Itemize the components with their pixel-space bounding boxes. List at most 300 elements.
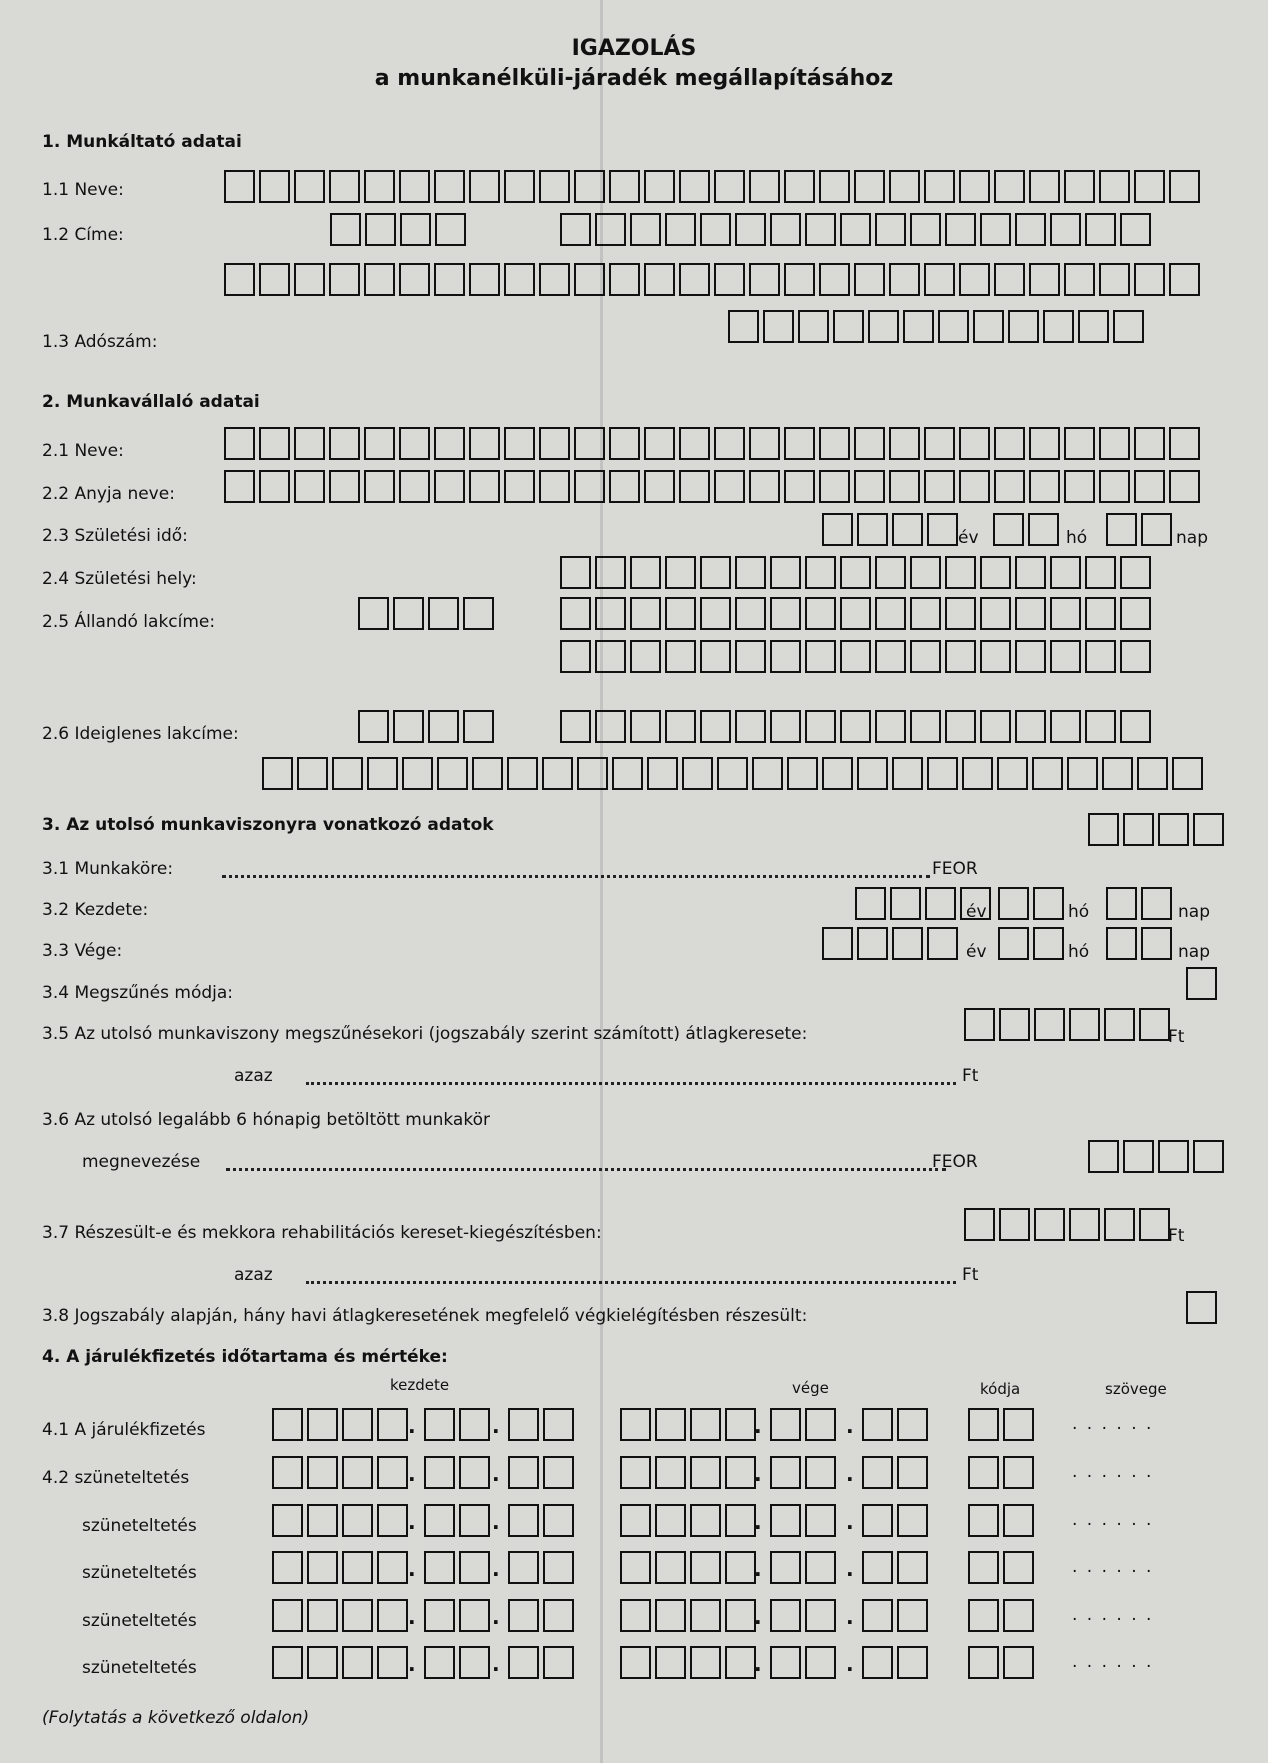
- entry-box[interactable]: [1123, 1140, 1154, 1173]
- entry-box[interactable]: [377, 1599, 408, 1632]
- entry-box[interactable]: [367, 757, 398, 790]
- entry-box[interactable]: [994, 427, 1025, 460]
- entry-box[interactable]: [560, 710, 591, 743]
- contrib-row-2-segment-4[interactable]: [620, 1456, 760, 1488]
- entry-box[interactable]: [469, 470, 500, 503]
- entry-box[interactable]: [714, 263, 745, 296]
- contrib-row-6-segment-4[interactable]: [620, 1646, 760, 1678]
- entry-box[interactable]: [892, 927, 923, 960]
- birth-day-boxes[interactable]: [1106, 513, 1176, 545]
- start-year-boxes[interactable]: [855, 887, 995, 919]
- entry-box[interactable]: [690, 1646, 721, 1679]
- entry-box[interactable]: [1169, 470, 1200, 503]
- entry-box[interactable]: [819, 263, 850, 296]
- entry-box[interactable]: [400, 213, 431, 246]
- entry-box[interactable]: [424, 1456, 455, 1489]
- contrib-row-3-segment-3[interactable]: [508, 1504, 578, 1536]
- entry-box[interactable]: [342, 1504, 373, 1537]
- entry-box[interactable]: [560, 597, 591, 630]
- entry-box[interactable]: [665, 213, 696, 246]
- entry-box[interactable]: [805, 640, 836, 673]
- entry-box[interactable]: [945, 556, 976, 589]
- entry-box[interactable]: [980, 213, 1011, 246]
- entry-box[interactable]: [272, 1599, 303, 1632]
- entry-box[interactable]: [770, 1646, 801, 1679]
- entry-box[interactable]: [749, 427, 780, 460]
- entry-box[interactable]: [1169, 427, 1200, 460]
- entry-box[interactable]: [805, 1408, 836, 1441]
- entry-box[interactable]: [434, 170, 465, 203]
- entry-box[interactable]: [749, 470, 780, 503]
- contrib-row-4-segment-6[interactable]: [862, 1551, 932, 1583]
- entry-box[interactable]: [1028, 513, 1059, 546]
- entry-box[interactable]: [700, 597, 731, 630]
- contrib-row-1-text-dots[interactable]: . . . . . .: [1072, 1414, 1154, 1434]
- entry-box[interactable]: [968, 1599, 999, 1632]
- entry-box[interactable]: [272, 1551, 303, 1584]
- entry-box[interactable]: [1139, 1208, 1170, 1241]
- entry-box[interactable]: [424, 1599, 455, 1632]
- entry-box[interactable]: [365, 213, 396, 246]
- avg-earnings-boxes[interactable]: [964, 1008, 1174, 1040]
- temporary-line2-boxes[interactable]: [262, 757, 1207, 789]
- entry-box[interactable]: [875, 213, 906, 246]
- entry-box[interactable]: [679, 427, 710, 460]
- entry-box[interactable]: [980, 597, 1011, 630]
- entry-box[interactable]: [690, 1599, 721, 1632]
- entry-box[interactable]: [854, 170, 885, 203]
- entry-box[interactable]: [875, 556, 906, 589]
- entry-box[interactable]: [1029, 470, 1060, 503]
- entry-box[interactable]: [1069, 1208, 1100, 1241]
- entry-box[interactable]: [714, 170, 745, 203]
- entry-box[interactable]: [833, 310, 864, 343]
- entry-box[interactable]: [620, 1456, 651, 1489]
- entry-box[interactable]: [1015, 640, 1046, 673]
- contrib-row-2-segment-6[interactable]: [862, 1456, 932, 1488]
- entry-box[interactable]: [1113, 310, 1144, 343]
- entry-box[interactable]: [998, 927, 1029, 960]
- entry-box[interactable]: [459, 1646, 490, 1679]
- contrib-row-3-text-dots[interactable]: . . . . . .: [1072, 1510, 1154, 1530]
- entry-box[interactable]: [224, 427, 255, 460]
- entry-box[interactable]: [1003, 1456, 1034, 1489]
- entry-box[interactable]: [399, 263, 430, 296]
- entry-box[interactable]: [504, 170, 535, 203]
- entry-box[interactable]: [508, 1504, 539, 1537]
- entry-box[interactable]: [910, 213, 941, 246]
- entry-box[interactable]: [1120, 597, 1151, 630]
- entry-box[interactable]: [574, 263, 605, 296]
- entry-box[interactable]: [819, 470, 850, 503]
- entry-box[interactable]: [980, 710, 1011, 743]
- entry-box[interactable]: [968, 1408, 999, 1441]
- entry-box[interactable]: [358, 597, 389, 630]
- entry-box[interactable]: [968, 1646, 999, 1679]
- entry-box[interactable]: [472, 757, 503, 790]
- entry-box[interactable]: [560, 213, 591, 246]
- entry-box[interactable]: [574, 470, 605, 503]
- permanent-line1-boxes[interactable]: [560, 597, 1155, 629]
- entry-box[interactable]: [655, 1504, 686, 1537]
- contrib-row-1-segment-2[interactable]: [424, 1408, 494, 1440]
- permanent-zip-boxes[interactable]: [358, 597, 498, 629]
- contrib-row-4-segment-7[interactable]: [968, 1551, 1038, 1583]
- entry-box[interactable]: [665, 640, 696, 673]
- contrib-row-5-segment-6[interactable]: [862, 1599, 932, 1631]
- entry-box[interactable]: [784, 427, 815, 460]
- entry-box[interactable]: [1137, 757, 1168, 790]
- employee-name-boxes[interactable]: [224, 427, 1204, 459]
- entry-box[interactable]: [959, 427, 990, 460]
- entry-box[interactable]: [377, 1456, 408, 1489]
- entry-box[interactable]: [725, 1646, 756, 1679]
- entry-box[interactable]: [1003, 1551, 1034, 1584]
- entry-box[interactable]: [399, 427, 430, 460]
- entry-box[interactable]: [1099, 263, 1130, 296]
- job-dotted-line[interactable]: [222, 875, 930, 878]
- entry-box[interactable]: [1141, 927, 1172, 960]
- entry-box[interactable]: [889, 263, 920, 296]
- entry-box[interactable]: [679, 263, 710, 296]
- entry-box[interactable]: [805, 1599, 836, 1632]
- entry-box[interactable]: [770, 1551, 801, 1584]
- contrib-row-5-segment-3[interactable]: [508, 1599, 578, 1631]
- entry-box[interactable]: [1034, 1208, 1065, 1241]
- entry-box[interactable]: [644, 263, 675, 296]
- entry-box[interactable]: [1088, 1140, 1119, 1173]
- entry-box[interactable]: [272, 1408, 303, 1441]
- entry-box[interactable]: [307, 1456, 338, 1489]
- entry-box[interactable]: [644, 427, 675, 460]
- entry-box[interactable]: [543, 1646, 574, 1679]
- entry-box[interactable]: [434, 470, 465, 503]
- entry-box[interactable]: [968, 1456, 999, 1489]
- entry-box[interactable]: [1120, 710, 1151, 743]
- entry-box[interactable]: [508, 1551, 539, 1584]
- entry-box[interactable]: [903, 310, 934, 343]
- entry-box[interactable]: [805, 1504, 836, 1537]
- entry-box[interactable]: [424, 1408, 455, 1441]
- entry-box[interactable]: [994, 170, 1025, 203]
- entry-box[interactable]: [1106, 887, 1137, 920]
- entry-box[interactable]: [1015, 213, 1046, 246]
- entry-box[interactable]: [294, 170, 325, 203]
- contrib-row-1-segment-1[interactable]: [272, 1408, 412, 1440]
- entry-box[interactable]: [752, 757, 783, 790]
- entry-box[interactable]: [875, 710, 906, 743]
- contrib-row-2-segment-3[interactable]: [508, 1456, 578, 1488]
- entry-box[interactable]: [1015, 710, 1046, 743]
- entry-box[interactable]: [259, 263, 290, 296]
- contrib-row-5-segment-2[interactable]: [424, 1599, 494, 1631]
- entry-box[interactable]: [857, 513, 888, 546]
- entry-box[interactable]: [798, 310, 829, 343]
- entry-box[interactable]: [655, 1551, 686, 1584]
- entry-box[interactable]: [735, 556, 766, 589]
- entry-box[interactable]: [1106, 927, 1137, 960]
- entry-box[interactable]: [840, 597, 871, 630]
- entry-box[interactable]: [959, 263, 990, 296]
- entry-box[interactable]: [1064, 170, 1095, 203]
- entry-box[interactable]: [342, 1551, 373, 1584]
- entry-box[interactable]: [620, 1646, 651, 1679]
- entry-box[interactable]: [435, 213, 466, 246]
- entry-box[interactable]: [735, 597, 766, 630]
- entry-box[interactable]: [577, 757, 608, 790]
- entry-box[interactable]: [459, 1504, 490, 1537]
- entry-box[interactable]: [714, 427, 745, 460]
- entry-box[interactable]: [655, 1599, 686, 1632]
- entry-box[interactable]: [945, 213, 976, 246]
- entry-box[interactable]: [595, 640, 626, 673]
- entry-box[interactable]: [889, 470, 920, 503]
- entry-box[interactable]: [763, 310, 794, 343]
- entry-box[interactable]: [399, 470, 430, 503]
- contrib-row-2-text-dots[interactable]: . . . . . .: [1072, 1462, 1154, 1482]
- entry-box[interactable]: [892, 757, 923, 790]
- avg-words-dotted-line[interactable]: [306, 1082, 956, 1085]
- entry-box[interactable]: [1134, 470, 1165, 503]
- entry-box[interactable]: [910, 640, 941, 673]
- entry-box[interactable]: [469, 263, 500, 296]
- entry-box[interactable]: [1088, 813, 1119, 846]
- entry-box[interactable]: [434, 263, 465, 296]
- entry-box[interactable]: [925, 887, 956, 920]
- entry-box[interactable]: [543, 1456, 574, 1489]
- entry-box[interactable]: [364, 170, 395, 203]
- entry-box[interactable]: [840, 213, 871, 246]
- entry-box[interactable]: [508, 1408, 539, 1441]
- entry-box[interactable]: [784, 263, 815, 296]
- entry-box[interactable]: [960, 887, 991, 920]
- entry-box[interactable]: [329, 427, 360, 460]
- entry-box[interactable]: [1102, 757, 1133, 790]
- entry-box[interactable]: [543, 1504, 574, 1537]
- entry-box[interactable]: [770, 710, 801, 743]
- contrib-row-4-segment-2[interactable]: [424, 1551, 494, 1583]
- entry-box[interactable]: [1078, 310, 1109, 343]
- entry-box[interactable]: [924, 263, 955, 296]
- entry-box[interactable]: [735, 213, 766, 246]
- entry-box[interactable]: [402, 757, 433, 790]
- entry-box[interactable]: [1050, 710, 1081, 743]
- entry-box[interactable]: [342, 1408, 373, 1441]
- entry-box[interactable]: [224, 263, 255, 296]
- entry-box[interactable]: [655, 1646, 686, 1679]
- entry-box[interactable]: [307, 1504, 338, 1537]
- entry-box[interactable]: [897, 1504, 928, 1537]
- entry-box[interactable]: [910, 597, 941, 630]
- entry-box[interactable]: [543, 1408, 574, 1441]
- entry-box[interactable]: [665, 710, 696, 743]
- entry-box[interactable]: [377, 1408, 408, 1441]
- entry-box[interactable]: [508, 1456, 539, 1489]
- entry-box[interactable]: [857, 927, 888, 960]
- entry-box[interactable]: [770, 556, 801, 589]
- entry-box[interactable]: [329, 263, 360, 296]
- entry-box[interactable]: [854, 470, 885, 503]
- temporary-zip-boxes[interactable]: [358, 710, 498, 742]
- entry-box[interactable]: [770, 640, 801, 673]
- contrib-row-3-segment-1[interactable]: [272, 1504, 412, 1536]
- entry-box[interactable]: [770, 1456, 801, 1489]
- contrib-row-6-text-dots[interactable]: . . . . . .: [1072, 1652, 1154, 1672]
- entry-box[interactable]: [1169, 263, 1200, 296]
- entry-box[interactable]: [1015, 556, 1046, 589]
- entry-box[interactable]: [609, 470, 640, 503]
- entry-box[interactable]: [612, 757, 643, 790]
- entry-box[interactable]: [945, 710, 976, 743]
- entry-box[interactable]: [620, 1408, 651, 1441]
- entry-box[interactable]: [424, 1646, 455, 1679]
- entry-box[interactable]: [469, 427, 500, 460]
- entry-box[interactable]: [728, 310, 759, 343]
- entry-box[interactable]: [968, 1504, 999, 1537]
- entry-box[interactable]: [679, 470, 710, 503]
- entry-box[interactable]: [609, 263, 640, 296]
- contrib-row-1-segment-7[interactable]: [968, 1408, 1038, 1440]
- entry-box[interactable]: [910, 710, 941, 743]
- entry-box[interactable]: [725, 1456, 756, 1489]
- contrib-row-4-segment-5[interactable]: [770, 1551, 840, 1583]
- job6-dotted-line[interactable]: [226, 1168, 946, 1171]
- job-feor-boxes[interactable]: [1088, 813, 1228, 845]
- contrib-row-3-segment-5[interactable]: [770, 1504, 840, 1536]
- entry-box[interactable]: [364, 263, 395, 296]
- entry-box[interactable]: [1050, 213, 1081, 246]
- entry-box[interactable]: [560, 640, 591, 673]
- entry-box[interactable]: [1029, 170, 1060, 203]
- entry-box[interactable]: [459, 1551, 490, 1584]
- entry-box[interactable]: [294, 470, 325, 503]
- entry-box[interactable]: [855, 887, 886, 920]
- entry-box[interactable]: [630, 640, 661, 673]
- entry-box[interactable]: [307, 1599, 338, 1632]
- entry-box[interactable]: [330, 213, 361, 246]
- entry-box[interactable]: [574, 170, 605, 203]
- entry-box[interactable]: [875, 640, 906, 673]
- entry-box[interactable]: [1099, 427, 1130, 460]
- entry-box[interactable]: [428, 710, 459, 743]
- entry-box[interactable]: [735, 640, 766, 673]
- entry-box[interactable]: [1106, 513, 1137, 546]
- entry-box[interactable]: [364, 470, 395, 503]
- entry-box[interactable]: [897, 1408, 928, 1441]
- entry-box[interactable]: [1033, 927, 1064, 960]
- contrib-row-1-segment-5[interactable]: [770, 1408, 840, 1440]
- contrib-row-5-text-dots[interactable]: . . . . . .: [1072, 1605, 1154, 1625]
- entry-box[interactable]: [1123, 813, 1154, 846]
- entry-box[interactable]: [504, 263, 535, 296]
- entry-box[interactable]: [805, 1646, 836, 1679]
- entry-box[interactable]: [725, 1408, 756, 1441]
- entry-box[interactable]: [630, 597, 661, 630]
- entry-box[interactable]: [857, 757, 888, 790]
- entry-box[interactable]: [630, 556, 661, 589]
- entry-box[interactable]: [770, 213, 801, 246]
- contrib-row-4-segment-1[interactable]: [272, 1551, 412, 1583]
- entry-box[interactable]: [770, 597, 801, 630]
- entry-box[interactable]: [1029, 427, 1060, 460]
- entry-box[interactable]: [463, 710, 494, 743]
- contrib-row-4-segment-4[interactable]: [620, 1551, 760, 1583]
- entry-box[interactable]: [543, 1599, 574, 1632]
- entry-box[interactable]: [805, 1551, 836, 1584]
- entry-box[interactable]: [805, 710, 836, 743]
- entry-box[interactable]: [1085, 597, 1116, 630]
- entry-box[interactable]: [329, 470, 360, 503]
- entry-box[interactable]: [1064, 427, 1095, 460]
- entry-box[interactable]: [924, 427, 955, 460]
- entry-box[interactable]: [805, 1456, 836, 1489]
- entry-box[interactable]: [508, 1599, 539, 1632]
- entry-box[interactable]: [679, 170, 710, 203]
- entry-box[interactable]: [1032, 757, 1063, 790]
- entry-box[interactable]: [1085, 710, 1116, 743]
- entry-box[interactable]: [862, 1456, 893, 1489]
- entry-box[interactable]: [437, 757, 468, 790]
- entry-box[interactable]: [508, 1646, 539, 1679]
- contrib-row-1-segment-4[interactable]: [620, 1408, 760, 1440]
- entry-box[interactable]: [1169, 170, 1200, 203]
- entry-box[interactable]: [700, 710, 731, 743]
- entry-box[interactable]: [717, 757, 748, 790]
- entry-box[interactable]: [1064, 470, 1095, 503]
- entry-box[interactable]: [784, 470, 815, 503]
- entry-box[interactable]: [700, 640, 731, 673]
- entry-box[interactable]: [294, 263, 325, 296]
- contrib-row-3-segment-4[interactable]: [620, 1504, 760, 1536]
- entry-box[interactable]: [393, 597, 424, 630]
- entry-box[interactable]: [927, 757, 958, 790]
- entry-box[interactable]: [910, 556, 941, 589]
- entry-box[interactable]: [840, 640, 871, 673]
- entry-box[interactable]: [890, 887, 921, 920]
- end-day-boxes[interactable]: [1106, 927, 1176, 959]
- contrib-row-1-segment-3[interactable]: [508, 1408, 578, 1440]
- entry-box[interactable]: [770, 1599, 801, 1632]
- end-month-boxes[interactable]: [998, 927, 1068, 959]
- entry-box[interactable]: [897, 1599, 928, 1632]
- entry-box[interactable]: [1141, 513, 1172, 546]
- entry-box[interactable]: [224, 170, 255, 203]
- entry-box[interactable]: [297, 757, 328, 790]
- entry-box[interactable]: [862, 1551, 893, 1584]
- entry-box[interactable]: [819, 427, 850, 460]
- entry-box[interactable]: [749, 263, 780, 296]
- entry-box[interactable]: [1120, 640, 1151, 673]
- contrib-row-3-segment-6[interactable]: [862, 1504, 932, 1536]
- entry-box[interactable]: [342, 1599, 373, 1632]
- contrib-row-1-segment-6[interactable]: [862, 1408, 932, 1440]
- entry-box[interactable]: [968, 1551, 999, 1584]
- entry-box[interactable]: [725, 1551, 756, 1584]
- entry-box[interactable]: [822, 757, 853, 790]
- entry-box[interactable]: [595, 213, 626, 246]
- contrib-row-3-segment-2[interactable]: [424, 1504, 494, 1536]
- entry-box[interactable]: [897, 1646, 928, 1679]
- entry-box[interactable]: [1158, 1140, 1189, 1173]
- entry-box[interactable]: [725, 1504, 756, 1537]
- entry-box[interactable]: [504, 470, 535, 503]
- entry-box[interactable]: [644, 470, 675, 503]
- entry-box[interactable]: [342, 1646, 373, 1679]
- entry-box[interactable]: [997, 757, 1028, 790]
- entry-box[interactable]: [862, 1504, 893, 1537]
- rehab-boxes[interactable]: [964, 1208, 1174, 1240]
- entry-box[interactable]: [469, 170, 500, 203]
